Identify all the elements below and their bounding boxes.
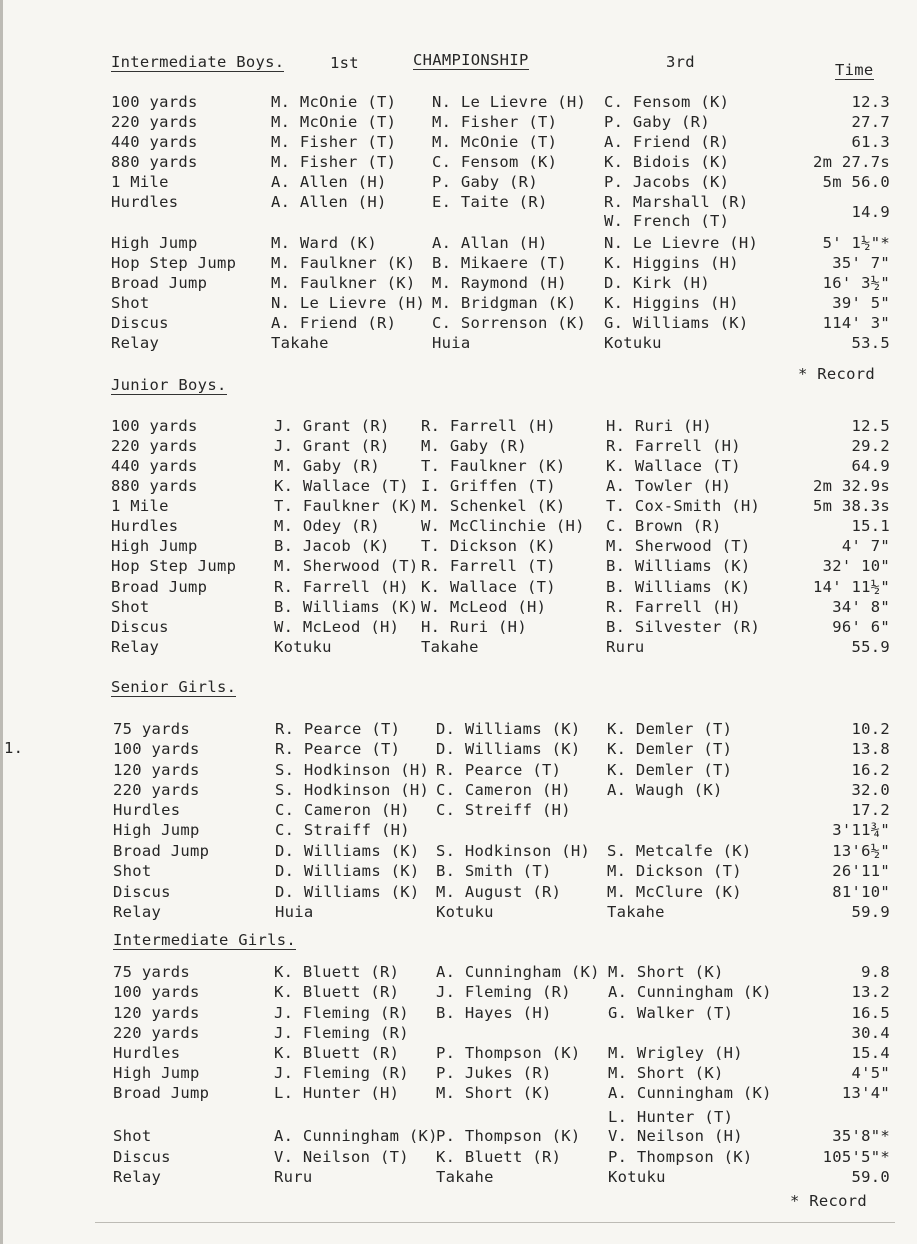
cell-first: T. Faulkner (K)	[274, 497, 419, 515]
cell-first: J. Fleming (R)	[274, 1024, 409, 1042]
cell-first: A. Cunningham (K)	[274, 1127, 438, 1145]
cell-second: I. Griffen (T)	[421, 477, 556, 495]
cell-second: W. McClinchie (H)	[421, 517, 585, 535]
cell-first: A. Allen (H)	[271, 173, 387, 191]
cell-event: 1 Mile	[111, 497, 169, 515]
cell-second: H. Ruri (H)	[421, 618, 527, 636]
cell-third: B. Silvester (R)	[606, 618, 761, 636]
cell-time: 13.8	[851, 740, 890, 758]
cell-third: P. Jacobs (K)	[604, 173, 730, 191]
cell-event: Broad Jump	[113, 1084, 210, 1102]
cell-first: K. Wallace (T)	[274, 477, 409, 495]
cell-first: M. Gaby (R)	[274, 457, 380, 475]
cell-second: P. Thompson (K)	[436, 1044, 581, 1062]
cell-first: J. Fleming (R)	[274, 1004, 409, 1022]
cell-event: 75 yards	[113, 963, 191, 981]
cell-event: High Jump	[111, 537, 198, 555]
cell-time: 14' 11½"	[812, 578, 890, 596]
cell-time: 34' 8"	[832, 598, 890, 616]
cell-third: M. Dickson (T)	[607, 862, 742, 880]
cell-third: T. Cox-Smith (H)	[606, 497, 761, 515]
cell-second: B. Hayes (H)	[436, 1004, 552, 1022]
cell-time: 17.2	[851, 801, 890, 819]
cell-time: 4' 7"	[841, 537, 890, 555]
cell-event: Discus	[113, 883, 171, 901]
cell-event: High Jump	[111, 234, 198, 252]
cell-first: M. Faulkner (K)	[271, 274, 416, 292]
cell-second: M. Gaby (R)	[421, 437, 527, 455]
cell-time: 13.2	[851, 983, 890, 1001]
cell-event: High Jump	[113, 821, 200, 839]
cell-first: M. Ward (K)	[271, 234, 377, 252]
cell-event: Broad Jump	[111, 578, 208, 596]
cell-time: 26'11"	[832, 862, 890, 880]
cell-first: M. McOnie (T)	[271, 113, 397, 131]
cell-event: Discus	[113, 1148, 171, 1166]
section-title-intermediate-girls: Intermediate Girls.	[113, 931, 297, 949]
cell-event: Relay	[113, 1168, 162, 1186]
cell-second: C. Fensom (K)	[432, 153, 558, 171]
cell-event: Hurdles	[113, 1044, 181, 1062]
cell-second: C. Streiff (H)	[436, 801, 571, 819]
cell-second: M. Fisher (T)	[432, 113, 558, 131]
cell-event: Hurdles	[113, 801, 181, 819]
bottom-ruler-line	[95, 1222, 895, 1223]
cell-event: Discus	[111, 314, 169, 332]
cell-second: M. Raymond (H)	[432, 274, 567, 292]
cell-third: P. Thompson (K)	[608, 1148, 753, 1166]
cell-time: 9.8	[861, 963, 890, 981]
cell-event: 220 yards	[111, 113, 198, 131]
cell-second: W. McLeod (H)	[421, 598, 547, 616]
cell-time: 39' 5"	[832, 294, 890, 312]
cell-event: 100 yards	[113, 983, 200, 1001]
cell-time: 59.9	[851, 903, 890, 921]
cell-first: K. Bluett (R)	[274, 983, 400, 1001]
cell-time: 2m 27.7s	[812, 153, 890, 171]
cell-time: 16.2	[851, 761, 890, 779]
cell-event: Relay	[113, 903, 162, 921]
cell-first: K. Bluett (R)	[274, 963, 400, 981]
cell-second: M. McOnie (T)	[432, 133, 558, 151]
cell-third: P. Gaby (R)	[604, 113, 710, 131]
cell-time: 61.3	[851, 133, 890, 151]
cell-first: R. Pearce (T)	[275, 740, 401, 758]
cell-time: 5m 56.0	[822, 173, 890, 191]
cell-second: A. Allan (H)	[432, 234, 548, 252]
cell-event: 220 yards	[113, 1024, 200, 1042]
cell-third: Takahe	[607, 903, 665, 921]
cell-third: R. Farrell (H)	[606, 437, 741, 455]
cell-third: M. McClure (K)	[607, 883, 742, 901]
cell-second: Huia	[432, 334, 471, 352]
cell-time: 4'5"	[851, 1064, 890, 1082]
section-title-junior-boys: Junior Boys.	[111, 376, 227, 394]
cell-event: Hop Step Jump	[111, 254, 237, 272]
cell-third: C. Brown (R)	[606, 517, 722, 535]
cell-second: T. Faulkner (K)	[421, 457, 566, 475]
section-title-intermediate-boys: Intermediate Boys.	[111, 53, 285, 71]
cell-first: C. Cameron (H)	[275, 801, 410, 819]
cell-second: Kotuku	[436, 903, 494, 921]
cell-time: 3'11¾"	[832, 821, 890, 839]
cell-first: M. Fisher (T)	[271, 153, 397, 171]
cell-first: J. Grant (R)	[274, 437, 390, 455]
header-third: 3rd	[666, 53, 695, 71]
cell-third: M. Sherwood (T)	[606, 537, 751, 555]
cell-event: Hurdles	[111, 517, 179, 535]
cell-third: K. Higgins (H)	[604, 294, 739, 312]
cell-time: 13'4"	[841, 1084, 890, 1102]
cell-third: K. Higgins (H)	[604, 254, 739, 272]
cell-first: M. McOnie (T)	[271, 93, 397, 111]
cell-first: D. Williams (K)	[275, 862, 420, 880]
cell-time: 35'8"*	[832, 1127, 890, 1145]
cell-third: B. Williams (K)	[606, 557, 751, 575]
cell-event: Relay	[111, 334, 160, 352]
cell-third: Kotuku	[604, 334, 662, 352]
cell-third: M. Short (K)	[608, 963, 724, 981]
cell-first: A. Friend (R)	[271, 314, 397, 332]
cell-first: S. Hodkinson (H)	[275, 761, 430, 779]
cell-second: C. Cameron (H)	[436, 781, 571, 799]
cell-second: E. Taite (R)	[432, 193, 548, 211]
cell-third: H. Ruri (H)	[606, 417, 712, 435]
cell-event: 100 yards	[113, 740, 200, 758]
cell-second: A. Cunningham (K)	[436, 963, 600, 981]
cell-third: G. Williams (K)	[604, 314, 749, 332]
cell-time: 2m 32.9s	[812, 477, 890, 495]
cell-second: T. Dickson (K)	[421, 537, 556, 555]
cell-second: K. Wallace (T)	[421, 578, 556, 596]
cell-first: R. Farrell (H)	[274, 578, 409, 596]
header-championship: CHAMPIONSHIP	[413, 51, 529, 69]
left-binding-edge	[0, 0, 3, 1244]
cell-first: Huia	[275, 903, 314, 921]
cell-event: Discus	[111, 618, 169, 636]
cell-third: L. Hunter (T)	[608, 1108, 734, 1126]
cell-first: M. Sherwood (T)	[274, 557, 419, 575]
cell-event: 1 Mile	[111, 173, 169, 191]
cell-third: K. Demler (T)	[607, 761, 733, 779]
cell-second: P. Gaby (R)	[432, 173, 538, 191]
cell-first: K. Bluett (R)	[274, 1044, 400, 1062]
cell-event: High Jump	[113, 1064, 200, 1082]
cell-third: M. Short (K)	[608, 1064, 724, 1082]
cell-third: S. Metcalfe (K)	[607, 842, 752, 860]
cell-time: 12.5	[851, 417, 890, 435]
cell-time: 12.3	[851, 93, 890, 111]
cell-second: R. Pearce (T)	[436, 761, 562, 779]
cell-second: B. Smith (T)	[436, 862, 552, 880]
cell-second: D. Williams (K)	[436, 740, 581, 758]
cell-time: 59.0	[851, 1168, 890, 1186]
cell-time: 35' 7"	[832, 254, 890, 272]
cell-time: 30.4	[851, 1024, 890, 1042]
cell-third-second-line: V. Neilson (H)	[608, 1127, 743, 1145]
cell-time: 55.9	[851, 638, 890, 656]
cell-time: 53.5	[851, 334, 890, 352]
cell-time: 27.7	[851, 113, 890, 131]
cell-first: A. Allen (H)	[271, 193, 387, 211]
cell-second: M. August (R)	[436, 883, 562, 901]
cell-second: N. Le Lievre (H)	[432, 93, 587, 111]
cell-second: Takahe	[436, 1168, 494, 1186]
cell-second: K. Bluett (R)	[436, 1148, 562, 1166]
cell-time: 96' 6"	[832, 618, 890, 636]
cell-time: 5' 1½"*	[822, 234, 890, 252]
cell-time: 81'10"	[832, 883, 890, 901]
cell-second: S. Hodkinson (H)	[436, 842, 591, 860]
cell-first: J. Grant (R)	[274, 417, 390, 435]
cell-third: R. Farrell (H)	[606, 598, 741, 616]
cell-third: R. Marshall (R)	[604, 193, 749, 211]
margin-mark: 1.	[4, 739, 24, 757]
cell-third: K. Bidois (K)	[604, 153, 730, 171]
cell-time: 32' 10"	[822, 557, 890, 575]
cell-first: S. Hodkinson (H)	[275, 781, 430, 799]
cell-third: A. Towler (H)	[606, 477, 732, 495]
cell-third: K. Wallace (T)	[606, 457, 741, 475]
cell-time: 64.9	[851, 457, 890, 475]
cell-time: 114' 3"	[822, 314, 890, 332]
cell-first: W. McLeod (H)	[274, 618, 400, 636]
cell-event: 880 yards	[111, 477, 198, 495]
cell-event: Shot	[111, 294, 150, 312]
cell-third: K. Demler (T)	[607, 720, 733, 738]
cell-first: M. Odey (R)	[274, 517, 380, 535]
cell-event: 75 yards	[113, 720, 191, 738]
cell-first: B. Williams (K)	[274, 598, 419, 616]
cell-event: 440 yards	[111, 133, 198, 151]
cell-time: 15.4	[851, 1044, 890, 1062]
record-note: * Record	[798, 365, 876, 383]
cell-time: 29.2	[851, 437, 890, 455]
cell-third: B. Williams (K)	[606, 578, 751, 596]
cell-second: R. Farrell (T)	[421, 557, 556, 575]
cell-first: Takahe	[271, 334, 329, 352]
cell-event: 880 yards	[111, 153, 198, 171]
cell-event: 120 yards	[113, 761, 200, 779]
cell-third: D. Kirk (H)	[604, 274, 710, 292]
cell-event: Hop Step Jump	[111, 557, 237, 575]
cell-event: 100 yards	[111, 417, 198, 435]
cell-time: 13'6½"	[832, 842, 890, 860]
cell-first: D. Williams (K)	[275, 842, 420, 860]
cell-time: 10.2	[851, 720, 890, 738]
cell-time: 32.0	[851, 781, 890, 799]
cell-first: Kotuku	[274, 638, 332, 656]
cell-third: A. Cunningham (K)	[608, 983, 772, 1001]
cell-event: Broad Jump	[111, 274, 208, 292]
cell-first: L. Hunter (H)	[274, 1084, 400, 1102]
cell-second: M. Schenkel (K)	[421, 497, 566, 515]
cell-third: M. Wrigley (H)	[608, 1044, 743, 1062]
cell-second: M. Bridgman (K)	[432, 294, 577, 312]
cell-first: D. Williams (K)	[275, 883, 420, 901]
cell-second: P. Thompson (K)	[436, 1127, 581, 1145]
cell-second: B. Mikaere (T)	[432, 254, 567, 272]
cell-event: 220 yards	[111, 437, 198, 455]
cell-second: R. Farrell (H)	[421, 417, 556, 435]
cell-event: 220 yards	[113, 781, 200, 799]
cell-third: Kotuku	[608, 1168, 666, 1186]
section-title-senior-girls: Senior Girls.	[111, 678, 237, 696]
cell-second: M. Short (K)	[436, 1084, 552, 1102]
cell-third: C. Fensom (K)	[604, 93, 730, 111]
cell-second: Takahe	[421, 638, 479, 656]
header-first: 1st	[330, 54, 359, 72]
cell-event: 100 yards	[111, 93, 198, 111]
cell-first: M. Fisher (T)	[271, 133, 397, 151]
cell-event: Shot	[113, 862, 152, 880]
cell-event: Relay	[111, 638, 160, 656]
cell-first: V. Neilson (T)	[274, 1148, 409, 1166]
cell-event: Broad Jump	[113, 842, 210, 860]
cell-third: A. Waugh (K)	[607, 781, 723, 799]
cell-third: A. Cunningham (K)	[608, 1084, 772, 1102]
cell-event: 440 yards	[111, 457, 198, 475]
cell-first: R. Pearce (T)	[275, 720, 401, 738]
cell-time: 14.9	[851, 203, 890, 221]
cell-time: 105'5"*	[822, 1148, 890, 1166]
cell-event: Hurdles	[111, 193, 179, 211]
cell-third: Ruru	[606, 638, 645, 656]
cell-time: 5m 38.3s	[812, 497, 890, 515]
cell-time: 16' 3½"	[822, 274, 890, 292]
cell-second: J. Fleming (R)	[436, 983, 571, 1001]
cell-time: 16.5	[851, 1004, 890, 1022]
record-note: * Record	[790, 1192, 868, 1210]
cell-event: Shot	[113, 1127, 152, 1145]
cell-third: K. Demler (T)	[607, 740, 733, 758]
cell-first: B. Jacob (K)	[274, 537, 390, 555]
cell-third: A. Friend (R)	[604, 133, 730, 151]
cell-second: D. Williams (K)	[436, 720, 581, 738]
cell-first: Ruru	[274, 1168, 313, 1186]
cell-event: 120 yards	[113, 1004, 200, 1022]
cell-second: P. Jukes (R)	[436, 1064, 552, 1082]
cell-second: C. Sorrenson (K)	[432, 314, 587, 332]
cell-first: M. Faulkner (K)	[271, 254, 416, 272]
cell-time: 15.1	[851, 517, 890, 535]
cell-third: N. Le Lievre (H)	[604, 234, 759, 252]
header-time: Time	[835, 61, 874, 79]
cell-first: N. Le Lievre (H)	[271, 294, 426, 312]
cell-third-second-line: W. French (T)	[604, 212, 730, 230]
cell-event: Shot	[111, 598, 150, 616]
cell-first: J. Fleming (R)	[274, 1064, 409, 1082]
cell-third: G. Walker (T)	[608, 1004, 734, 1022]
cell-first: C. Straiff (H)	[275, 821, 410, 839]
